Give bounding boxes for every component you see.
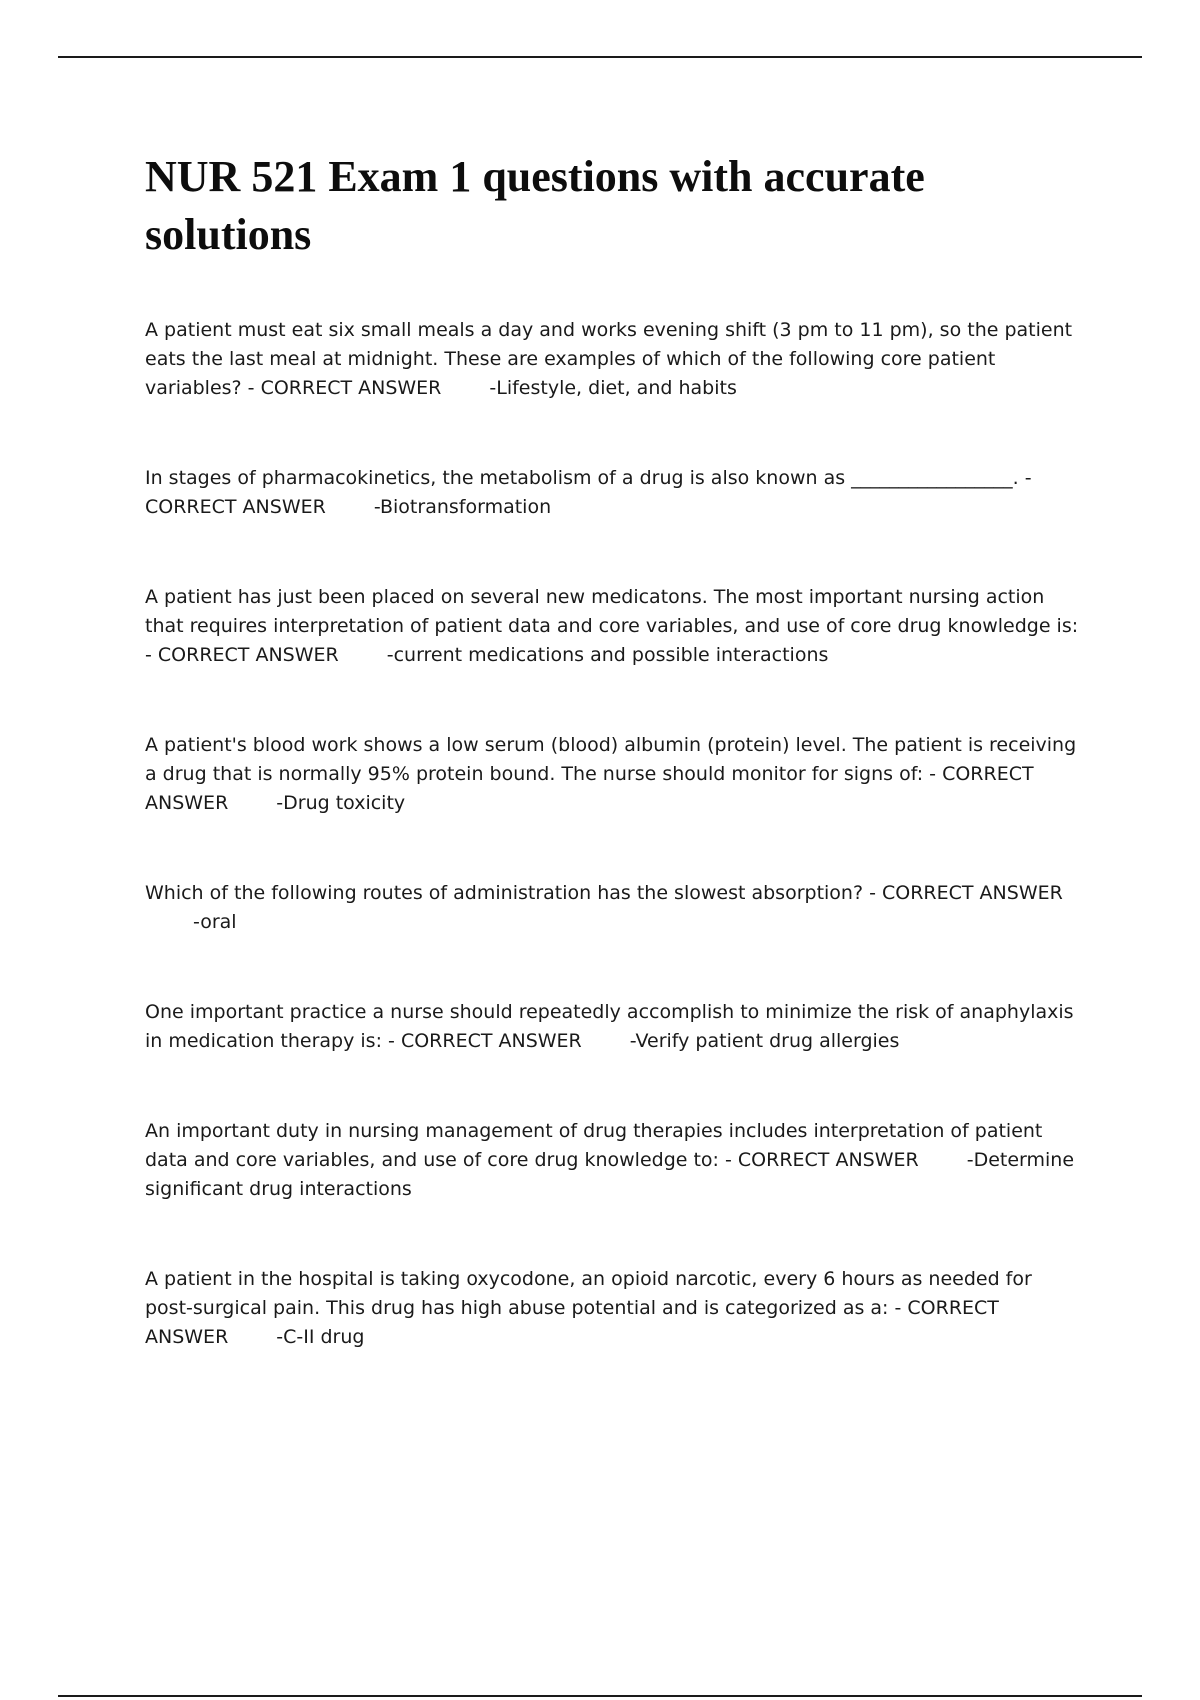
answer-text: -C-II drug (276, 1326, 365, 1348)
top-rule (58, 56, 1142, 58)
correct-answer-label: CORRECT ANSWER (145, 496, 326, 518)
answer-text: -Lifestyle, diet, and habits (489, 377, 737, 399)
qa-item-1 (145, 316, 1085, 403)
qa-item-7 (145, 1117, 1085, 1204)
correct-answer-label: CORRECT ANSWER (157, 644, 339, 666)
correct-answer-label: CORRECT ANSWER (145, 1297, 999, 1348)
bottom-rule (58, 1695, 1142, 1697)
question-text: An important duty in nursing management of drug therapies includes interpretation of patient data and core variables, and use of core drug knowledge to: - (145, 1120, 1043, 1171)
answer-text: -Verify patient drug allergies (629, 1030, 900, 1052)
document-title: NUR 521 Exam 1 questions with accurate solutions (145, 152, 925, 259)
qa-item-8 (145, 1265, 1085, 1352)
qa-item-5 (145, 879, 1085, 937)
question-text: One important practice a nurse should repeatedly accomplish to minimize the risk of anaphylaxis in medication therapy is: - (145, 1001, 1074, 1052)
answer-text: -current medications and possible interactions (386, 644, 829, 666)
qa-item-6 (145, 998, 1085, 1056)
correct-answer-label: CORRECT ANSWER (882, 882, 1063, 904)
correct-answer-label: CORRECT ANSWER (260, 377, 442, 399)
answer-text: -oral (193, 911, 237, 933)
question-text: Which of the following routes of administration has the slowest absorption? - (145, 882, 876, 904)
question-text: In stages of pharmacokinetics, the metabolism of a drug is also known as _________________. - (145, 467, 1032, 489)
answer-text: -Drug toxicity (276, 792, 406, 814)
correct-answer-label: CORRECT ANSWER (737, 1149, 919, 1171)
question-text: A patient must eat six small meals a day and works evening shift (3 pm to 11 pm), so the patient eats the last meal at midnight. These are examples of which of the following core patient variables? - (145, 319, 1073, 399)
correct-answer-label: CORRECT ANSWER (400, 1030, 582, 1052)
question-text: A patient has just been placed on several new medicatons. The most important nursing action that requires interpretation of patient data and core variables, and use of core drug knowledge is: - (145, 586, 1079, 666)
question-text: A patient in the hospital is taking oxycodone, an opioid narcotic, every 6 hours as needed for post-surgical pain. This drug has high abuse potential and is categorized as a: - (145, 1268, 1032, 1319)
qa-item-4 (145, 731, 1085, 818)
qa-item-3 (145, 583, 1085, 670)
document-body (145, 148, 1085, 1413)
correct-answer-label: CORRECT ANSWER (145, 763, 1034, 814)
qa-item-2 (145, 464, 1085, 522)
question-text: A patient's blood work shows a low serum (blood) albumin (protein) level. The patient is receiving a drug that is normally 95% protein bound. The nurse should monitor for signs of: - (145, 734, 1077, 785)
answer-text: -Biotransformation (373, 496, 552, 518)
answer-text: -Determine significant drug interactions (145, 1149, 1075, 1200)
